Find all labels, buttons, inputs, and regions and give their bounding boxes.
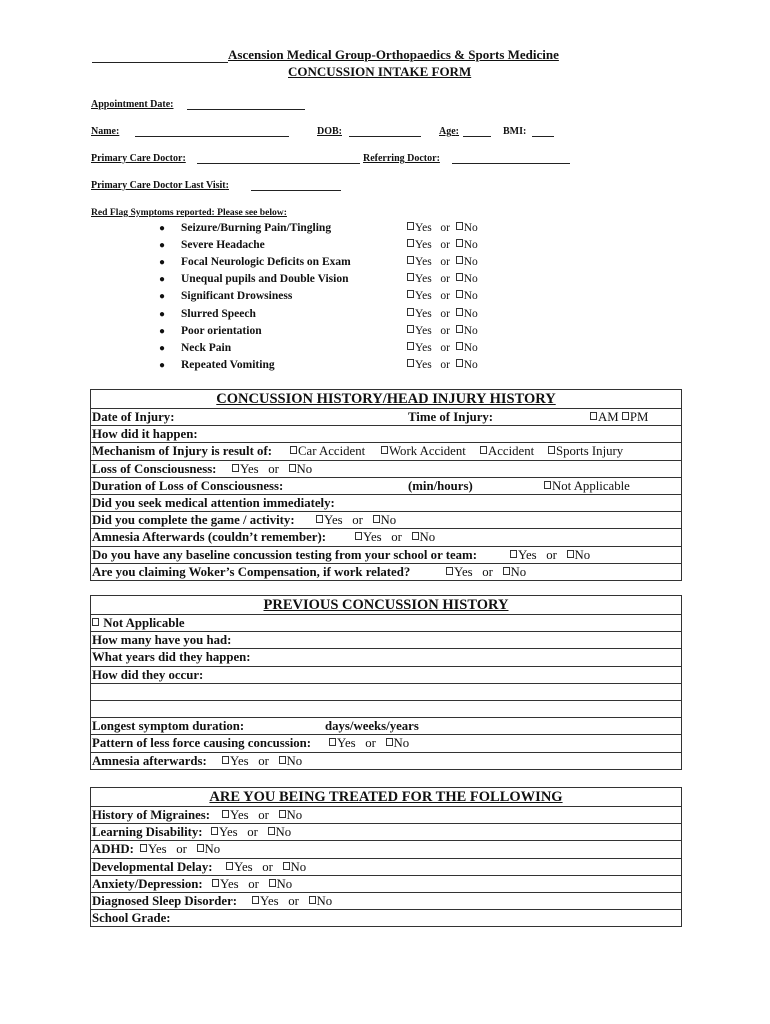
no-checkbox[interactable] — [412, 532, 419, 540]
bullet-icon: ● — [159, 308, 166, 320]
dob-field[interactable] — [349, 125, 421, 137]
pcp-label: Primary Care Doctor: — [91, 153, 186, 164]
blank-row[interactable] — [91, 683, 681, 700]
seek-attention-row[interactable]: Did you seek medical attention immediately: — [91, 494, 681, 511]
red-flag-yes-no[interactable] — [407, 308, 478, 320]
no-label: No — [380, 513, 397, 528]
yes-label: Yes — [337, 736, 356, 751]
appointment-date-label: Appointment Date: — [91, 99, 174, 110]
yes-label: Yes — [230, 808, 249, 822]
org-name: Ascension Medical Group-Orthopaedics & Sports Medicine — [228, 47, 559, 62]
bmi-label: BMI: — [503, 126, 527, 137]
loss-of-consciousness-row[interactable]: Loss of Consciousness: Yes or No — [91, 460, 681, 477]
concussion-history-title: CONCUSSION HISTORY/HEAD INJURY HISTORY — [216, 391, 556, 407]
no-checkbox[interactable] — [268, 827, 275, 835]
yes-no-options[interactable] — [226, 859, 306, 875]
red-flag-yes-no[interactable] — [407, 342, 478, 354]
red-flag-item: Repeated Vomiting — [181, 358, 275, 371]
no-label: No — [463, 307, 478, 320]
baseline-testing-row[interactable]: Do you have any baseline concussion testing from your school or team: Yes or No — [91, 546, 681, 563]
no-label: No — [286, 753, 303, 768]
yes-label: Yes — [415, 358, 432, 371]
yes-label: Yes — [415, 324, 432, 337]
how-many-row[interactable]: How many have you had: — [91, 631, 681, 648]
red-flag-yes-no[interactable] — [407, 290, 478, 302]
pm-checkbox[interactable] — [622, 412, 629, 420]
yes-no-options[interactable] — [329, 735, 409, 751]
yes-label: Yes — [454, 564, 473, 579]
yes-label: Yes — [240, 461, 259, 476]
or-label: or — [248, 876, 259, 891]
or-label: or — [262, 859, 273, 874]
developmental-delay-row[interactable]: Developmental Delay: Yes or No — [91, 858, 681, 875]
anxiety-depression-row[interactable]: Anxiety/Depression: Yes or No — [91, 875, 681, 892]
migraines-row[interactable]: History of Migraines: Yes or No — [91, 806, 681, 823]
no-checkbox[interactable] — [456, 325, 463, 333]
yes-label: Yes — [415, 307, 432, 320]
no-checkbox[interactable] — [279, 756, 286, 764]
yes-checkbox[interactable] — [232, 464, 239, 472]
form-title: CONCUSSION INTAKE FORM — [288, 64, 472, 79]
yes-checkbox[interactable] — [226, 862, 233, 870]
no-label: No — [276, 876, 293, 891]
yes-no-options[interactable] — [232, 461, 312, 477]
or-label: or — [352, 513, 363, 528]
yes-label: Yes — [219, 825, 238, 840]
bullet-icon: ● — [159, 359, 166, 371]
appointment-date-field[interactable] — [187, 98, 305, 110]
yes-label: Yes — [415, 290, 432, 303]
red-flag-item: Neck Pain — [181, 341, 232, 354]
no-checkbox[interactable] — [456, 342, 463, 350]
yes-no-options[interactable] — [222, 753, 302, 769]
red-flag-yes-no[interactable] — [407, 256, 478, 268]
red-flag-item: Seizure/Burning Pain/Tingling — [181, 222, 332, 234]
yes-label: Yes — [260, 893, 279, 908]
no-checkbox[interactable] — [503, 567, 510, 575]
yes-label: Yes — [415, 273, 432, 286]
no-label: No — [463, 239, 478, 252]
workers-comp-row[interactable]: Are you claiming Woker’s Compensation, if work related? Yes or No — [91, 563, 681, 580]
or-label: or — [440, 324, 450, 337]
or-label: or — [440, 222, 450, 234]
dob-label: DOB: — [317, 126, 342, 137]
or-label: or — [482, 564, 493, 579]
or-label: or — [440, 307, 450, 320]
no-checkbox[interactable] — [456, 290, 463, 298]
longest-duration-row[interactable]: Longest symptom duration: days/weeks/years — [91, 717, 681, 734]
or-label: or — [546, 547, 557, 562]
bullet-icon: ● — [159, 274, 166, 286]
referring-doctor-label: Referring Doctor: — [363, 153, 440, 164]
bullet-icon: ● — [159, 223, 166, 234]
yes-checkbox[interactable] — [222, 810, 229, 818]
yes-checkbox[interactable] — [407, 308, 414, 316]
red-flag-yes-no[interactable] — [407, 359, 478, 371]
pattern-less-force-row[interactable]: Pattern of less force causing concussion: Yes or No — [91, 734, 681, 751]
or-label: or — [440, 273, 450, 286]
no-checkbox[interactable] — [456, 222, 463, 230]
loc-duration-row[interactable]: Duration of Loss of Consciousness: (min/hours) Not Applicable — [91, 477, 681, 494]
red-flag-item: Severe Headache — [181, 239, 265, 252]
yes-checkbox[interactable] — [329, 738, 336, 746]
red-flag-yes-no[interactable] — [407, 273, 478, 285]
no-checkbox[interactable] — [456, 256, 463, 264]
no-checkbox[interactable] — [289, 464, 296, 472]
yes-checkbox[interactable] — [316, 515, 323, 523]
what-years-row[interactable]: What years did they happen: — [91, 648, 681, 665]
date-of-injury-row[interactable]: Date of Injury: Time of Injury: AM PM — [91, 408, 681, 425]
no-label: No — [316, 893, 333, 908]
or-label: or — [258, 753, 269, 768]
yes-no-options[interactable] — [140, 841, 220, 857]
work-accident-checkbox[interactable] — [381, 446, 388, 454]
blank-row[interactable] — [91, 700, 681, 717]
yes-checkbox[interactable] — [407, 239, 414, 247]
yes-checkbox[interactable] — [140, 844, 147, 852]
yes-label: Yes — [518, 547, 537, 562]
how-occur-row[interactable]: How did they occur: — [91, 666, 681, 683]
yes-no-options[interactable] — [212, 876, 292, 892]
no-checkbox[interactable] — [309, 896, 316, 904]
or-label: or — [391, 530, 402, 545]
no-label: No — [393, 736, 410, 751]
no-checkbox[interactable] — [373, 515, 380, 523]
bmi-field[interactable] — [532, 125, 554, 137]
yes-checkbox[interactable] — [407, 359, 414, 367]
no-label: No — [510, 564, 527, 579]
bullet-icon: ● — [159, 342, 166, 354]
no-label: No — [286, 808, 303, 822]
red-flag-item: Significant Drowsiness — [181, 290, 293, 303]
yes-no-options[interactable] — [446, 564, 526, 580]
red-flag-heading: Red Flag Symptoms reported: Please see below: — [91, 207, 287, 218]
amnesia-afterwards-row[interactable]: Amnesia Afterwards (couldn’t remember): Yes or No — [91, 528, 681, 545]
no-checkbox[interactable] — [269, 879, 276, 887]
yes-checkbox[interactable] — [407, 290, 414, 298]
yes-checkbox[interactable] — [212, 879, 219, 887]
no-label: No — [275, 825, 292, 840]
yes-checkbox[interactable] — [407, 222, 414, 230]
no-label: No — [463, 341, 478, 354]
yes-checkbox[interactable] — [222, 756, 229, 764]
yes-label: Yes — [234, 859, 253, 874]
school-grade-row[interactable]: School Grade: — [91, 909, 681, 926]
pcp-field[interactable] — [197, 152, 360, 164]
adhd-row[interactable]: ADHD: Yes or No — [91, 840, 681, 857]
car-accident-checkbox[interactable] — [290, 446, 297, 454]
treated-for-section — [90, 787, 682, 927]
or-label: or — [176, 842, 187, 857]
sleep-disorder-row[interactable]: Diagnosed Sleep Disorder: Yes or No — [91, 892, 681, 909]
yes-checkbox[interactable] — [446, 567, 453, 575]
yes-no-options[interactable] — [510, 547, 590, 563]
yes-checkbox[interactable] — [252, 896, 259, 904]
name-label: Name: — [91, 126, 120, 137]
no-label: No — [463, 358, 478, 371]
red-flag-item: Focal Neurologic Deficits on Exam — [181, 256, 351, 269]
how-did-it-happen-row[interactable]: How did it happen: — [91, 425, 681, 442]
no-checkbox[interactable] — [456, 239, 463, 247]
red-flag-yes-no[interactable] — [407, 222, 478, 234]
no-label: No — [290, 859, 307, 874]
yes-label: Yes — [415, 256, 432, 269]
learning-disability-row[interactable]: Learning Disability: Yes or No — [91, 823, 681, 840]
loc-not-applicable-checkbox[interactable] — [544, 481, 551, 489]
no-label: No — [574, 547, 591, 562]
red-flag-yes-no[interactable] — [407, 239, 478, 251]
no-checkbox[interactable] — [197, 844, 204, 852]
org-underline-lead — [92, 51, 228, 63]
name-field[interactable] — [135, 125, 289, 137]
yes-checkbox[interactable] — [407, 325, 414, 333]
no-checkbox[interactable] — [456, 273, 463, 281]
no-label: No — [463, 273, 478, 286]
sports-injury-checkbox[interactable] — [548, 446, 555, 454]
previous-concussion-title: PREVIOUS CONCUSSION HISTORY — [263, 597, 509, 613]
no-label: No — [204, 842, 221, 857]
no-checkbox[interactable] — [456, 308, 463, 316]
yes-label: Yes — [415, 222, 432, 234]
or-label: or — [440, 239, 450, 252]
no-checkbox[interactable] — [386, 738, 393, 746]
previous-amnesia-row[interactable]: Amnesia afterwards: Yes or No — [91, 752, 681, 769]
no-checkbox[interactable] — [279, 810, 286, 818]
no-label: No — [463, 222, 478, 234]
mechanism-row[interactable]: Mechanism of Injury is result of: Car Accident Work Accident Accident Sports Injury — [91, 442, 681, 459]
no-label: No — [419, 530, 436, 545]
or-label: or — [268, 461, 279, 476]
age-field[interactable] — [463, 125, 491, 137]
yes-no-options[interactable] — [355, 529, 435, 545]
or-label: or — [440, 341, 450, 354]
complete-game-row[interactable]: Did you complete the game / activity: Yes or No — [91, 511, 681, 528]
no-label: No — [463, 290, 478, 303]
bullet-icon: ● — [159, 291, 166, 303]
referring-doctor-field[interactable] — [452, 152, 570, 164]
no-label: No — [463, 324, 478, 337]
yes-label: Yes — [363, 530, 382, 545]
red-flag-yes-no[interactable] — [407, 325, 478, 337]
yes-checkbox[interactable] — [407, 256, 414, 264]
yes-checkbox[interactable] — [407, 342, 414, 350]
pcp-last-visit-field[interactable] — [251, 179, 341, 191]
am-checkbox[interactable] — [590, 412, 597, 420]
red-flag-item: Slurred Speech — [181, 307, 256, 320]
bullet-icon: ● — [159, 257, 166, 269]
yes-label: Yes — [220, 876, 239, 891]
yes-no-options[interactable] — [211, 824, 291, 840]
no-checkbox[interactable] — [456, 359, 463, 367]
or-label: or — [258, 808, 269, 822]
pcp-last-visit-label: Primary Care Doctor Last Visit: — [91, 180, 229, 191]
yes-checkbox[interactable] — [211, 827, 218, 835]
age-label: Age: — [439, 126, 460, 137]
or-label: or — [440, 256, 450, 269]
no-label: No — [463, 256, 478, 269]
or-label: or — [288, 893, 299, 908]
no-label: No — [296, 461, 313, 476]
yes-no-options[interactable] — [316, 512, 396, 528]
yes-checkbox[interactable] — [355, 532, 362, 540]
no-checkbox[interactable] — [283, 862, 290, 870]
concussion-history-section — [90, 389, 682, 581]
no-checkbox[interactable] — [567, 550, 574, 558]
previous-not-applicable-checkbox[interactable] — [92, 618, 99, 626]
previous-concussion-section — [90, 595, 682, 770]
yes-no-options[interactable] — [222, 807, 302, 823]
or-label: or — [440, 358, 450, 371]
not-applicable-row[interactable]: Not Applicable — [91, 614, 681, 631]
yes-checkbox[interactable] — [407, 273, 414, 281]
treated-for-title: ARE YOU BEING TREATED FOR THE FOLLOWING — [209, 789, 563, 805]
yes-label: Yes — [148, 842, 167, 857]
yes-label: Yes — [230, 753, 249, 768]
or-label: or — [247, 825, 258, 840]
yes-label: Yes — [415, 341, 432, 354]
yes-checkbox[interactable] — [510, 550, 517, 558]
red-flag-item: Unequal pupils and Double Vision — [181, 273, 349, 286]
yes-no-options[interactable] — [252, 893, 332, 909]
bullet-icon: ● — [159, 240, 166, 252]
bullet-icon: ● — [159, 325, 166, 337]
yes-label: Yes — [324, 513, 343, 528]
or-label: or — [365, 736, 376, 751]
yes-label: Yes — [415, 239, 432, 252]
or-label: or — [440, 290, 450, 303]
red-flag-item: Poor orientation — [181, 324, 262, 337]
accident-checkbox[interactable] — [480, 446, 487, 454]
